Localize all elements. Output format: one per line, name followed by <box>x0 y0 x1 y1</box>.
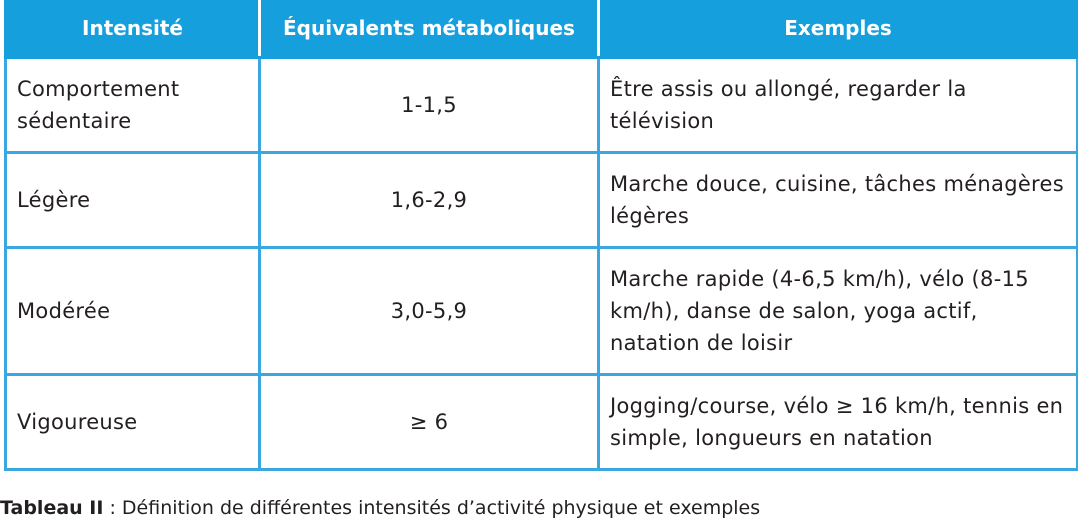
cell-intensity: Modérée <box>6 248 260 375</box>
cell-met: 1,6-2,9 <box>260 153 599 248</box>
caption-text: : Définition de différentes intensités d’activité physique et exemples <box>103 497 761 519</box>
table-row <box>6 375 1078 470</box>
table-caption <box>0 496 760 520</box>
table-row <box>6 153 1078 248</box>
cell-met: 1-1,5 <box>260 58 599 153</box>
header-examples: Exemples <box>599 0 1078 58</box>
intensity-table <box>4 0 1078 471</box>
cell-examples: Être assis ou allongé, regarder la télévision <box>599 58 1078 153</box>
cell-intensity: Comportement sédentaire <box>6 58 260 153</box>
cell-examples: Marche rapide (4-6,5 km/h), vélo (8-15 km/h), danse de salon, yoga actif, natation de loisir <box>599 248 1078 375</box>
cell-met: 3,0-5,9 <box>260 248 599 375</box>
cell-examples: Marche douce, cuisine, tâches ménagères légères <box>599 153 1078 248</box>
cell-intensity: Vigoureuse <box>6 375 260 470</box>
cell-intensity: Légère <box>6 153 260 248</box>
cell-met: ≥ 6 <box>260 375 599 470</box>
table-row <box>6 58 1078 153</box>
table-row <box>6 248 1078 375</box>
cell-examples: Jogging/course, vélo ≥ 16 km/h, tennis en simple, longueurs en natation <box>599 375 1078 470</box>
header-metabolic-equivalents: Équivalents métaboliques <box>260 0 599 58</box>
caption-label: Tableau II <box>0 497 104 519</box>
header-intensity: Intensité <box>6 0 260 58</box>
table-header-row <box>6 0 1078 58</box>
intensity-table-wrapper <box>4 0 1076 471</box>
